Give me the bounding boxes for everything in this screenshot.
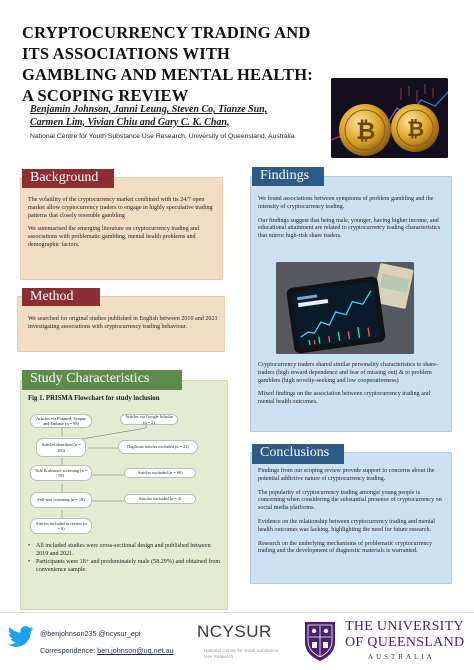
- background-heading: Background: [22, 169, 114, 188]
- correspondence-email-link[interactable]: ben.johnson@uq.net.au: [97, 646, 174, 655]
- flow-box-identified: Articles identified (n = 100): [36, 438, 86, 457]
- flow-box-screening: Title & abstract screening (n = 78): [30, 465, 92, 481]
- conclusions-heading: Conclusions: [252, 444, 344, 464]
- co-authors-line2: Carmen Lim, Vivian Chiu and Gary C. K. Chan,: [30, 116, 230, 128]
- flow-box-excluded-fulltext: Articles excluded (n = 4): [124, 494, 196, 504]
- findings-paragraph-4: Mixed findings on the association between cryptocurrency trading and mental health outcomes.: [258, 391, 430, 406]
- twitter-handles: @benjohnson235 @ncysur_epi: [40, 629, 141, 638]
- flowchart-title: Fig 1. PRISMA Flowchart for study inclusion: [28, 395, 160, 402]
- flow-box-duplicates: Duplicate articles excluded (n = 22): [118, 440, 198, 454]
- ncysur-logo-text: NCYSUR: [197, 622, 272, 641]
- uq-wordmark-line1: THE UNIVERSITY: [345, 619, 464, 634]
- conclusions-paragraph-4: Research on the underlying mechanisms of problematic cryptocurrency trading and the development of diagnostic materials is warranted.: [258, 540, 433, 555]
- findings-text-bottom: [258, 362, 446, 413]
- conclusions-paragraph-1: Findings from our scoping review provide support to concerns about the potential addictive nature of cryptocurrency trading.: [258, 468, 435, 482]
- bitcoin-photo: [331, 78, 448, 158]
- study-bullet-1: • All included studies were cross-sectional design and published between 2019 and 2021.: [28, 543, 222, 559]
- conclusions-paragraph-3: Evidence on the relationship between cryptocurrency trading and mental health outcomes was lacking, highlighting the need for future research.: [258, 518, 435, 533]
- background-text: [28, 197, 218, 256]
- poster-title: CRYPTOCURRENCY TRADING AND ITS ASSOCIATIONS WITH GAMBLING AND MENTAL HEALTH: A SCOPING REVIEW: [22, 23, 313, 105]
- method-heading: Method: [22, 288, 100, 306]
- findings-text-top: [258, 196, 446, 247]
- method-paragraph-1: We searched for original studies published in English between 2010 and 2021 investigating associations with cryptocurrency trading behaviour.: [28, 316, 218, 330]
- correspondence: [40, 646, 174, 655]
- correspondence-label: Correspondence:: [40, 646, 98, 655]
- affiliation: National Centre for Youth Substance Use Research, University of Queensland, Australia: [30, 133, 295, 140]
- flow-box-fulltext: Full-text screening (n = 18): [30, 492, 92, 508]
- uq-wordmark-line3: AUSTRALIA: [368, 653, 435, 661]
- study-bullet-2: • Participants were 18+ and predominately male (58.29%) and obtained from convenience sample.: [28, 559, 222, 575]
- first-author: Benjamin Johnson,: [30, 104, 112, 115]
- study-bullets: [28, 543, 222, 575]
- svg-text:₿: ₿: [356, 118, 376, 145]
- conclusions-paragraph-2: The popularity of cryptocurrency trading amongst young people is concerning when considering the substantial presence of cryptocurrency on social media platforms.: [258, 489, 442, 512]
- phone-chart-art: [276, 262, 414, 354]
- findings-paragraph-2: Our findings suggest that being male, younger, having higher income, and educational attainment are related to cryptocurrency trading characteristics that mirror high-risk share traders.: [258, 217, 441, 240]
- flow-box-databases: Articles via Pubmed, Scopus and Embase (n = 98): [30, 414, 92, 428]
- flow-box-included: Articles included in review (n = 6): [30, 518, 92, 534]
- flow-box-excluded-screening: Articles excluded (n = 60): [124, 468, 196, 478]
- twitter-icon: [8, 626, 34, 648]
- background-paragraph-1: The volatility of the cryptocurrency market combined with its 24/7 open market allow cryptocurrency traders to engage in highly speculative trading patterns that closely resemble gambling: [28, 197, 213, 219]
- phone-chart-photo: [276, 262, 414, 354]
- study-heading: Study Characteristics: [22, 370, 182, 390]
- author-list: [30, 104, 320, 129]
- findings-paragraph-3: Cryptocurrency traders shared similar personality characteristics to share-traders (high reward dependence and fear of missing out) & to problem gamblers (high novelty-seeking and low cooperativeness): [258, 362, 438, 384]
- findings-heading: Findings: [252, 167, 324, 186]
- ncysur-subtitle: National Centre for Youth Substance Use Research: [204, 648, 279, 659]
- uq-wordmark-line2: OF QUEENSLAND: [345, 635, 465, 650]
- background-paragraph-2: We summarised the emerging literature on cryptocurrency trading and associations with problematic gambling, mental health problems and demographic factors.: [28, 226, 199, 248]
- uq-crest-icon: [303, 620, 337, 662]
- flow-box-google-scholar: Articles via Google Scholar (n = 2): [120, 414, 178, 425]
- svg-text:₿: ₿: [407, 118, 425, 141]
- findings-paragraph-1: We found associations between symptoms of problem gambling and the intensity of cryptocurrency trading.: [258, 196, 434, 210]
- bitcoin-photo-art: [331, 78, 448, 158]
- co-authors: Janni Leung, Steven Co, Tianze Sun,: [111, 104, 268, 115]
- method-text: [28, 316, 220, 338]
- conclusions-text: [258, 468, 448, 562]
